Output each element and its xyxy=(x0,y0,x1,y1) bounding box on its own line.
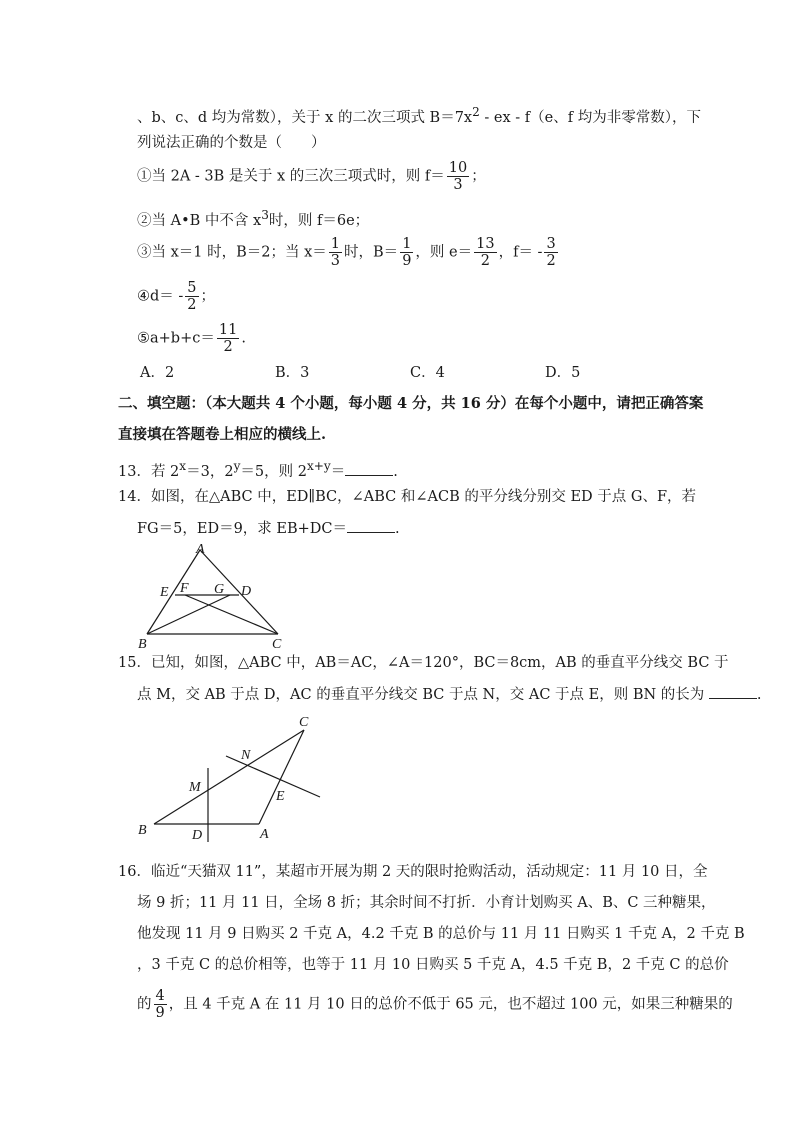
label-e: E xyxy=(160,585,169,600)
statement-text: ； xyxy=(471,168,486,185)
q13-text: ＝ xyxy=(330,463,346,480)
q14-text: 14．如图，在△ABC 中，ED∥BC，∠ABC 和∠ACB 的平分线分别交 ED 于点 G、F，若 xyxy=(118,489,697,505)
label-a: A xyxy=(260,827,269,842)
q12-statement-3 xyxy=(137,236,560,269)
question-16 xyxy=(137,893,716,913)
label-c: C xyxy=(272,637,282,650)
q14-text: . xyxy=(395,521,400,537)
numerator: 1 xyxy=(330,236,341,252)
exponent: x+y xyxy=(306,459,331,473)
question-16 xyxy=(137,988,733,1021)
q12-statement-1 xyxy=(137,160,486,193)
answer-blank xyxy=(709,684,757,699)
question-14 xyxy=(118,487,696,507)
q15-text: 15．已知，如图，△ABC 中，AB＝AC，∠A＝120°，BC＝8cm，AB 的垂直平分线交 BC 于 xyxy=(118,655,729,671)
fraction xyxy=(154,988,167,1021)
q16-text: ，3 千克 C 的总价相等，也等于 11 月 10 日购买 5 千克 A，4.5 千克 B，2 千克 C 的总价 xyxy=(137,957,729,973)
denominator: 2 xyxy=(187,297,197,313)
q16-text: 他发现 11 月 9 日购买 2 千克 A，4.2 千克 B 的总价与 11 月 11 日购买 1 千克 A，2 千克 B xyxy=(137,926,745,942)
exponent: 2 xyxy=(472,105,480,119)
choice-d: D．5 xyxy=(545,365,581,381)
statement-text: . xyxy=(241,330,246,347)
question-16 xyxy=(118,862,708,882)
q12-line2 xyxy=(137,133,326,153)
fraction xyxy=(400,236,413,269)
q12-line1 xyxy=(137,102,701,128)
section-header xyxy=(118,394,703,414)
q12-statement-4 xyxy=(137,280,215,313)
label-d: D xyxy=(192,828,203,843)
numerator: 13 xyxy=(476,236,495,252)
statement-text: ③当 x＝1 时，B＝2；当 x＝ xyxy=(137,244,327,261)
choice-a: A．2 xyxy=(140,365,175,381)
denominator: 9 xyxy=(402,253,412,269)
section-header-text: 直接填在答题卷上相应的横线上. xyxy=(118,426,327,443)
label-m: M xyxy=(189,780,201,795)
numerator: 4 xyxy=(155,988,165,1004)
segment-ac xyxy=(200,550,278,634)
statement-text: ①当 2A - 3B 是关于 x 的三次三项式时，则 f＝ xyxy=(137,168,445,185)
q16-text: 的 xyxy=(137,996,152,1013)
q14-text: FG＝5，ED＝9，求 EB+DC＝ xyxy=(137,521,348,537)
denominator: 2 xyxy=(223,339,233,355)
q12-statement-2 xyxy=(137,205,369,231)
fraction xyxy=(474,236,496,269)
q12-text: - ex - f（e、f 均为非零常数），下 xyxy=(479,109,701,126)
label-a: A xyxy=(196,542,205,557)
answer-blank xyxy=(347,518,395,533)
q16-text: 16．临近“天猫双 11”，某超市开展为期 2 天的限时抢购活动，活动规定：11 月 10 日，全 xyxy=(118,864,708,880)
q15-figure xyxy=(130,712,330,847)
statement-text: ； xyxy=(200,288,216,305)
statement-text: ，则 e＝ xyxy=(415,244,473,261)
question-16 xyxy=(137,955,729,975)
section-header xyxy=(118,425,326,445)
question-13 xyxy=(118,456,398,482)
denominator: 3 xyxy=(330,253,341,269)
denominator: 2 xyxy=(546,253,556,269)
question-14 xyxy=(137,518,400,539)
numerator: 11 xyxy=(218,322,238,338)
label-f: F xyxy=(180,581,189,596)
fraction xyxy=(217,322,239,355)
exponent: 3 xyxy=(261,208,269,222)
q14-figure xyxy=(130,540,300,650)
question-16 xyxy=(137,924,745,944)
section-header-text: 二、填空题：（本大题共 4 个小题，每小题 4 分，共 16 分）在每个小题中，请把正确答案 xyxy=(118,395,704,412)
answer-blank xyxy=(345,461,393,476)
numerator: 1 xyxy=(402,236,412,252)
choice-b: B．3 xyxy=(275,365,310,381)
q13-text: ＝5，则 2 xyxy=(240,463,307,480)
q13-text: 13．若 2 xyxy=(118,463,180,480)
fraction xyxy=(447,160,469,193)
label-g: G xyxy=(214,582,225,597)
label-c: C xyxy=(299,715,309,730)
exponent: y xyxy=(233,459,241,473)
statement-text: 时，B＝ xyxy=(344,244,399,261)
q15-text: . xyxy=(756,687,762,703)
numerator: 5 xyxy=(187,280,197,296)
label-d: D xyxy=(241,584,252,599)
statement-text: ⑤a+b+c＝ xyxy=(137,330,215,347)
denominator: 2 xyxy=(480,253,490,269)
exponent: x xyxy=(179,459,187,473)
label-b: B xyxy=(138,823,147,838)
fraction xyxy=(185,280,198,313)
fraction xyxy=(544,236,557,269)
question-15 xyxy=(118,653,729,673)
choice-c: C．4 xyxy=(410,365,445,381)
label-e: E xyxy=(276,789,285,804)
fraction xyxy=(329,236,342,269)
question-15 xyxy=(137,684,762,705)
statement-text: ②当 A•B 中不含 x xyxy=(137,212,262,229)
statement-text: 时，则 f＝6e； xyxy=(268,212,370,229)
q16-text: 场 9 折；11 月 11 日，全场 8 折；其余时间不打折．小育计划购买 A、B、C 三种糖果， xyxy=(137,895,716,911)
statement-text: ④d＝ - xyxy=(137,288,184,305)
bisector-c xyxy=(185,595,278,634)
q15-text: 点 M，交 AB 于点 D，AC 的垂直平分线交 BC 于点 N，交 AC 于点 E，则 BN 的长为 xyxy=(137,687,705,703)
label-n: N xyxy=(241,748,251,763)
q13-text: . xyxy=(393,463,398,480)
numerator: 10 xyxy=(448,160,468,176)
label-b: B xyxy=(138,637,147,650)
denominator: 3 xyxy=(453,177,463,193)
q12-statement-5 xyxy=(137,322,246,355)
q13-text: ＝3，2 xyxy=(186,463,234,480)
q12-choices xyxy=(140,363,680,383)
statement-text: ，f＝ - xyxy=(498,244,543,261)
numerator: 3 xyxy=(546,236,556,252)
q12-text: 、b、c、d 均为常数），关于 x 的二次三项式 B＝7x xyxy=(137,109,473,126)
denominator: 9 xyxy=(155,1005,165,1021)
q12-text: 列说法正确的个数是（ ） xyxy=(137,135,326,151)
q16-text: ，且 4 千克 A 在 11 月 10 日的总价不低于 65 元，也不超过 100 元，如果三种糖果的 xyxy=(168,996,733,1013)
